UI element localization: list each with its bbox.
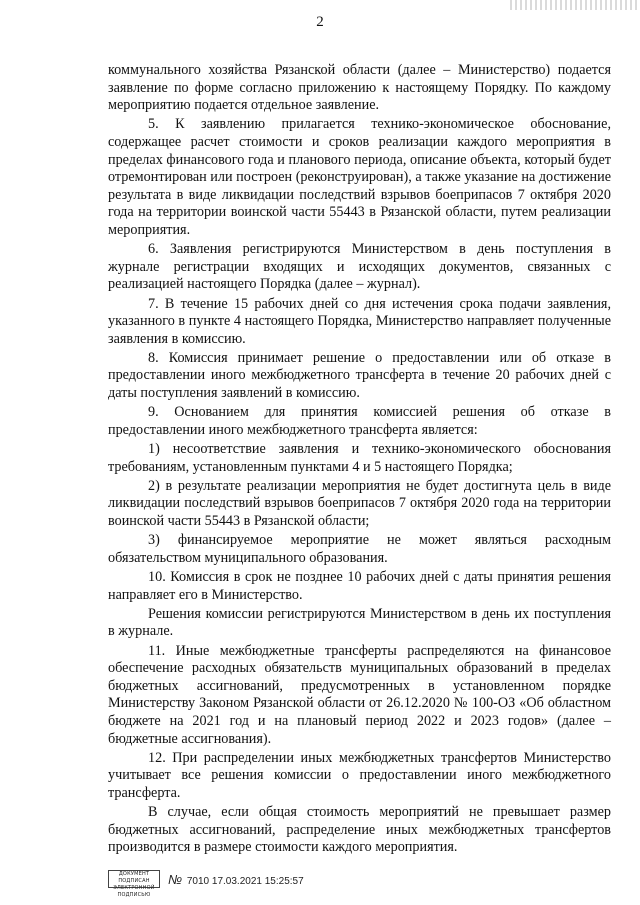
paragraph-p10-reg: Решения комиссии регистрируются Министерством в день их поступления в журнале.	[108, 605, 611, 640]
registration-reference	[168, 872, 304, 887]
page-number: 2	[316, 14, 324, 30]
paragraph-p10: 10. Комиссия в срок не позднее 10 рабочих дней с даты принятия решения направляет его в Министерство.	[108, 568, 611, 603]
paragraph-p11: 11. Иные межбюджетные трансферты распределяются на финансовое обеспечение расходных обязательств муниципальных образований в пределах бюджетных ассигнований, предусмотренных в установленном порядке Министерству Законом Рязанской области от 26.12.2020 № 100-ОЗ «Об областном бюджете на 2021 год и на плановый период 2022 и 2023 годов» (далее – бюджетные ассигнования).	[108, 642, 611, 747]
paragraph-p6: 6. Заявления регистрируются Министерством в день поступления в журнале регистрации входящих и исходящих документов, связанных с реализацией настоящего Порядка (далее – журнал).	[108, 241, 611, 293]
paragraph-p9-3: 3) финансируемое мероприятие не может являться расходным обязательством муниципального образования.	[108, 532, 611, 566]
paragraph-p7: 7. В течение 15 рабочих дней со дня истечения срока подачи заявления, указанного в пункте 4 настоящего Порядка, Министерство направляет полученные заявления в комиссию.	[108, 295, 611, 347]
document-footer	[108, 868, 304, 898]
e-signature-stamp-icon: ДОКУМЕНТ ПОДПИСАН ЭЛЕКТРОННОЙ ПОДПИСЬЮ	[108, 870, 160, 888]
paragraph-p5: 5. К заявлению прилагается технико-экономическое обоснование, содержащее расчет стоимости и сроков реализации каждого мероприятия в пределах финансового года и планового периода, описание объекта, который будет отремонтирован или построен (реконструирован), а также указание на достижение результата в виде ликвидации последствий взрывов боеприпасов 7 октября 2020 года на территории воинской части 55443 в Рязанской области, путем реализации мероприятия.	[108, 116, 611, 238]
paragraph-p9-2: 2) в результате реализации мероприятия не будет достигнута цель в виде ликвидации последствий взрывов боеприпасов 7 октября 2020 года на территории воинской части 55443 в Рязанской области;	[108, 477, 611, 529]
registration-number-date: 7010 17.03.2021 15:25:57	[186, 875, 304, 887]
paragraph-p12: 12. При распределении иных межбюджетных трансфертов Министерство учитывает все решения комиссии о предоставлении иного межбюджетного трансферта.	[108, 749, 611, 801]
number-sign: №	[168, 871, 183, 887]
document-body	[108, 62, 611, 858]
paragraph-p9-1: 1) несоответствие заявления и технико-экономического обоснования требованиям, установленным пунктами 4 и 5 настоящего Порядка;	[108, 441, 611, 475]
paragraph-p8: 8. Комиссия принимает решение о предоставлении или об отказе в предоставлении иного межбюджетного трансферта в течение 20 рабочих дней с даты поступления заявлений в комиссию.	[108, 349, 611, 402]
paragraph-p-continued: коммунального хозяйства Рязанской области (далее – Министерство) подается заявление по форме согласно приложению к настоящему Порядку. По каждому мероприятию подается отдельное заявление.	[108, 62, 611, 114]
scan-artifact	[510, 0, 640, 10]
paragraph-p12-case: В случае, если общая стоимость мероприятий не превышает размер бюджетных ассигнований, распределение иных межбюджетных трансфертов производится в размере стоимости каждого мероприятия.	[108, 804, 611, 856]
paragraph-p9: 9. Основанием для принятия комиссией решения об отказе в предоставлении иного межбюджетного трансферта является:	[108, 404, 611, 438]
